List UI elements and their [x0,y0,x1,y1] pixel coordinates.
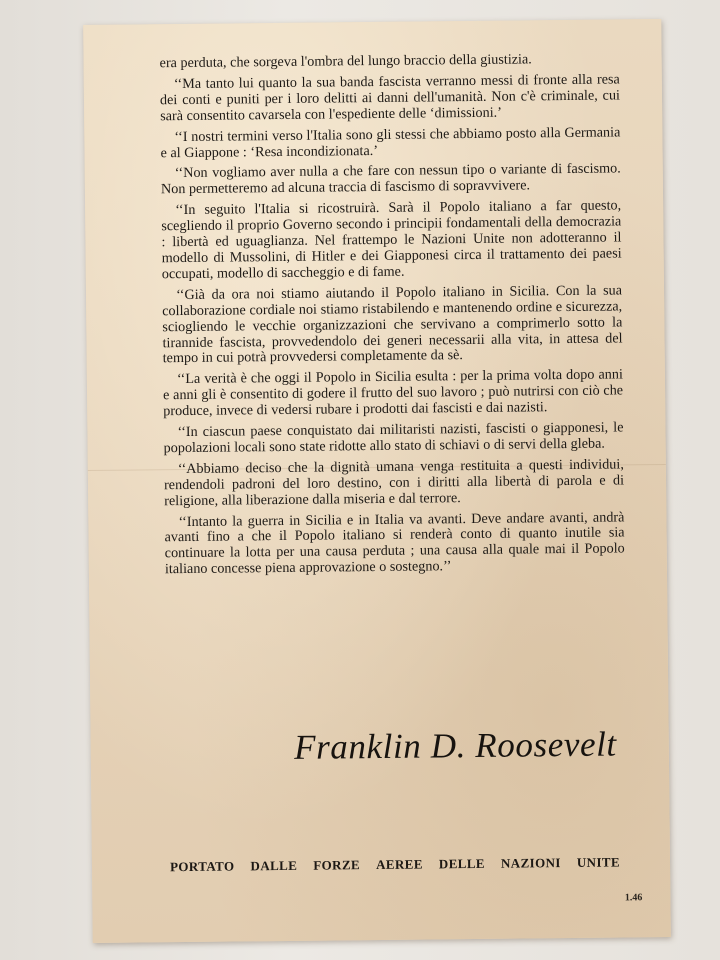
paragraph-6: ‘‘La verità è che oggi il Popolo in Sicilia esulta : per la prima volta dopo anni e anni gli è consentito di godere il frutto del suo lavoro ; può nutrirsi con ciò che produce, invece di vedersi rubare i prodotti dai fascisti e dai nazisti. [163,366,624,420]
footer-word: PORTATO [169,858,235,875]
paragraph-4: ‘‘In seguito l'Italia si ricostruirà. Sarà il Popolo italiano a far questo, scegliendo il proprio Governo secondo i principii fondamentali della democrazia : libertà ed uguaglianza. Nel frattempo le Nazioni Unite non adotteranno il modello di Mussolini, di Hitler e dei Giapponesi circa il trattamento dei paesi occupati, modello di saccheggio e di fame. [161,197,622,283]
footer-word: AEREE [376,856,423,873]
paragraph-9: ‘‘Intanto la guerra in Sicilia e in Italia va avanti. Deve andare avanti, andrà avanti fino a che il Popolo italiano si renderà conto di quanto inutile sia continuare la lotta per una causa perduta ; una causa alla quale mai il Popolo italiano concesse piena approvazione o sostegno.’’ [164,508,625,578]
paragraph-1: ‘‘Ma tanto lui quanto la sua banda fascista verranno messi di fronte alla resa dei conti e puniti per i loro delitti ai danni dell'umanità. Non c'è criminale, cui sarà consentito cavarsela con l'espediente delle ‘dimissioni.’ [159,71,621,124]
paragraph-8: ‘‘Abbiamo deciso che la dignità umana venga restituita a questi individui, rendendoli padroni del loro destino, con i diritti alla libertà di parola e di religione, alla liberazione dalla miseria e dal terrore. [163,456,625,509]
paragraph-3: ‘‘Non vogliamo aver nulla a che fare con nessun tipo o variante di fascismo. Non permetteremo ad alcuna traccia di fascismo di sopravvivere. [160,160,621,198]
footer-word: FORZE [313,857,361,873]
footer-word: UNITE [576,854,621,870]
propaganda-leaflet [83,19,671,943]
leaflet-body-text [160,51,625,583]
footer-word: DELLE [438,855,486,872]
footer-attribution [170,854,620,875]
footer-word: NAZIONI [500,855,561,871]
paragraph-7: ‘‘In ciascun paese conquistato dai militaristi nazisti, fascisti o giapponesi, le popolazioni locali sono state ridotte allo stato di schiavi o di servi della gleba. [163,419,624,457]
paragraph-5: ‘‘Già da ora noi stiamo aiutando il Popolo italiano in Sicilia. Con la sua collaborazione cordiale noi stiamo ristabilendo e mantenendo ordine e sicurezza, sciogliendo le vecchie organizzazioni che servivano a comprimerlo sotto la tirannide fascista, provvedendolo dei generi necessarii alla vita, in attesa del tempo in cui potrà provvedersi completamente da sè. [162,282,623,367]
footer-word: DALLE [250,857,298,874]
leaflet-code: 1.46 [624,892,643,904]
signature-name: Franklin D. Roosevelt [293,724,617,767]
paragraph-2: ‘‘I nostri termini verso l'Italia sono gli stessi che abbiamo posto alla Germania e al Giappone : ‘Resa incondizionata.’ [160,124,621,161]
paragraph-0: era perduta, che sorgeva l'ombra del lungo braccio della giustizia. [159,51,532,72]
